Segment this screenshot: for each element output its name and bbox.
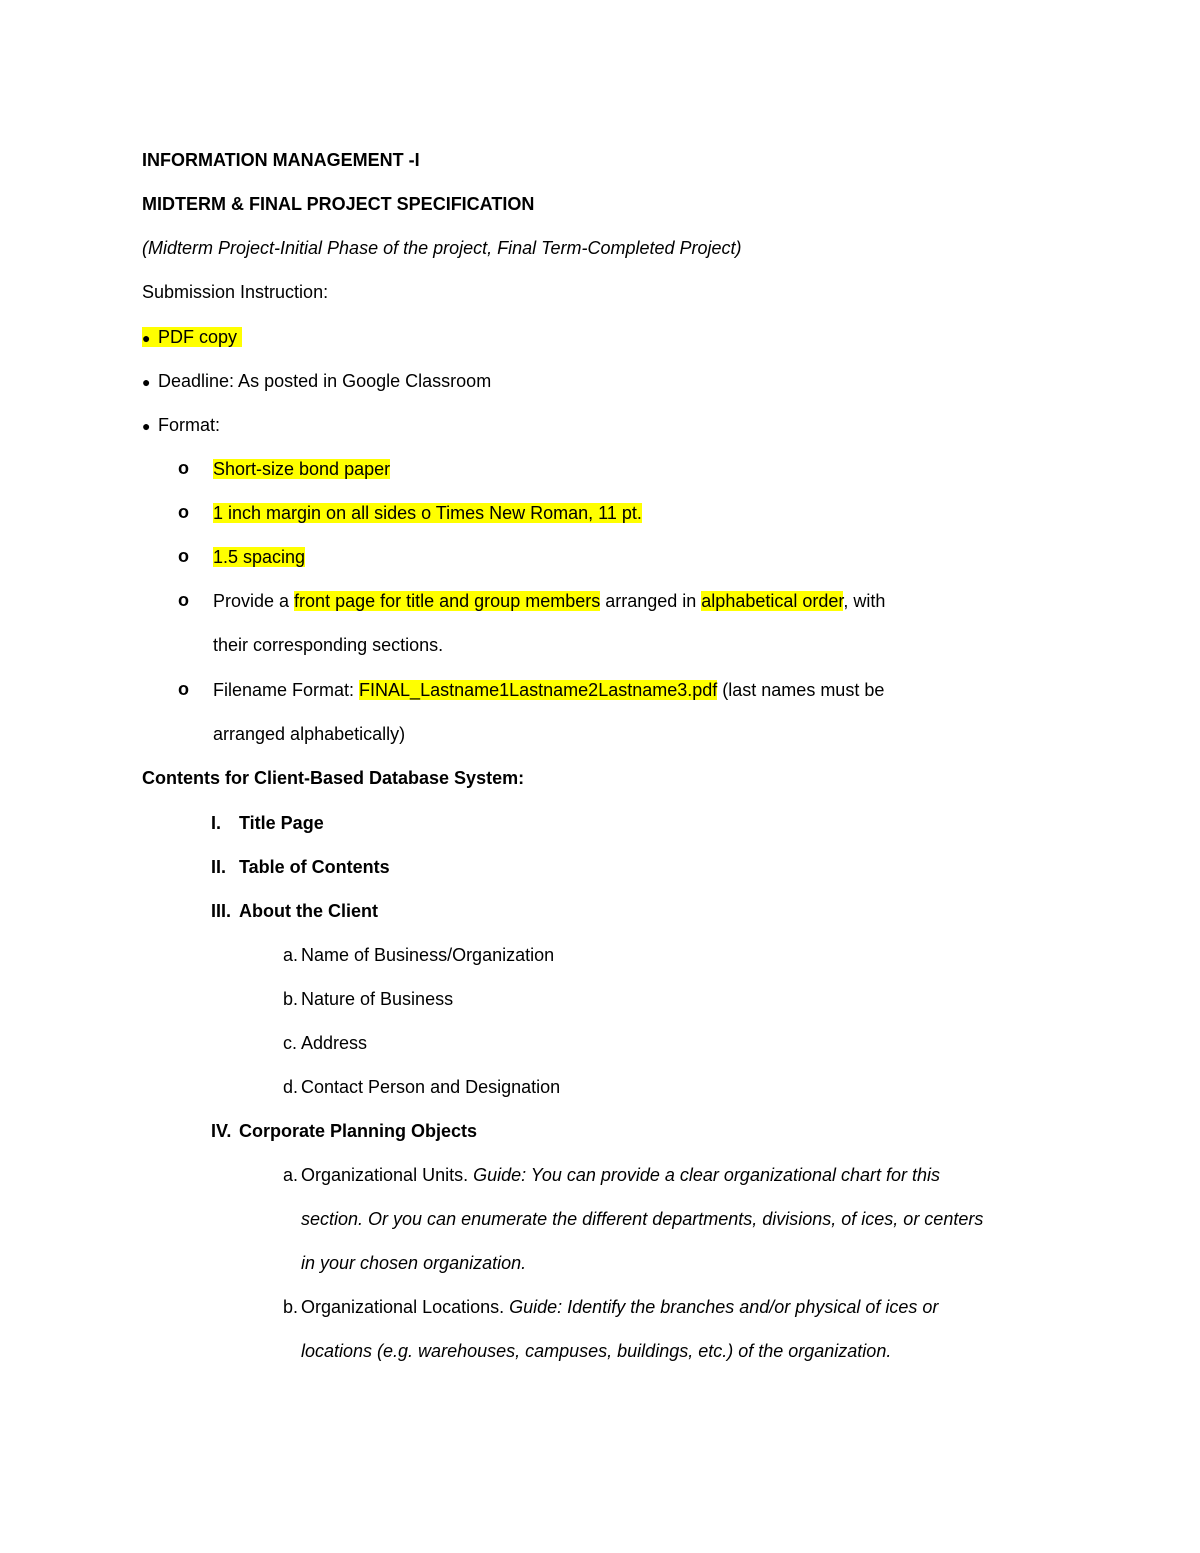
bullet-dot-icon: ● bbox=[142, 374, 151, 390]
sub-bullet-icon: o bbox=[178, 502, 189, 522]
sub-bullet-icon: o bbox=[178, 590, 189, 610]
project-phase-note: (Midterm Project-Initial Phase of the project, Final Term-Completed Project) bbox=[142, 238, 742, 258]
format-spacing: 1.5 spacing bbox=[213, 547, 306, 567]
section-about-client: III. About the Client bbox=[211, 901, 378, 921]
contents-heading: Contents for Client-Based Database System: bbox=[142, 768, 525, 788]
format-margin: 1 inch margin on all sides o Times New Roman, 11 pt. bbox=[213, 503, 642, 523]
document-title: INFORMATION MANAGEMENT -I bbox=[142, 150, 420, 170]
subsection-nature: b. Nature of Business bbox=[283, 989, 454, 1009]
subsection-org-units: a. Organizational Units. Guide: You can provide a clear organizational chart for this bbox=[283, 1165, 941, 1185]
format-filename-cont: arranged alphabetically) bbox=[213, 724, 406, 744]
subsection-org-units-cont: section. Or you can enumerate the different departments, divisions, of ices, or centers bbox=[301, 1209, 984, 1229]
sub-bullet-icon: o bbox=[178, 679, 189, 699]
subsection-address: c. Address bbox=[283, 1033, 368, 1053]
sub-bullet-icon: o bbox=[178, 458, 189, 478]
bullet-format: ● Format: bbox=[142, 415, 221, 435]
section-toc: II. Table of Contents bbox=[211, 857, 390, 877]
bullet-dot-icon: ● bbox=[142, 418, 151, 434]
bullet-deadline: ● Deadline: As posted in Google Classroom bbox=[142, 371, 492, 391]
format-front-page: Provide a front page for title and group members arranged in alphabetical order, with bbox=[213, 591, 886, 611]
document-subtitle: MIDTERM & FINAL PROJECT SPECIFICATION bbox=[142, 194, 535, 214]
bullet-dot-icon: ● bbox=[142, 330, 151, 346]
section-corporate-planning: IV. Corporate Planning Objects bbox=[211, 1121, 478, 1141]
bullet-pdf: ● PDF copy bbox=[142, 326, 242, 348]
submission-heading: Submission Instruction: bbox=[142, 282, 329, 302]
subsection-contact: d. Contact Person and Designation bbox=[283, 1077, 561, 1097]
format-front-page-cont: their corresponding sections. bbox=[213, 635, 444, 655]
section-title-page: I. Title Page bbox=[211, 813, 324, 833]
subsection-org-locations-cont: locations (e.g. warehouses, campuses, buildings, etc.) of the organization. bbox=[301, 1341, 892, 1361]
subsection-org-units-cont2: in your chosen organization. bbox=[301, 1253, 527, 1273]
subsection-org-locations: b. Organizational Locations. Guide: Identify the branches and/or physical of ices or bbox=[283, 1297, 939, 1317]
format-filename: Filename Format: FINAL_Lastname1Lastname2Lastname3.pdf (last names must be bbox=[213, 680, 885, 700]
subsection-business-name: a. Name of Business/Organization bbox=[283, 945, 555, 965]
format-paper: Short-size bond paper bbox=[213, 459, 391, 479]
sub-bullet-icon: o bbox=[178, 546, 189, 566]
